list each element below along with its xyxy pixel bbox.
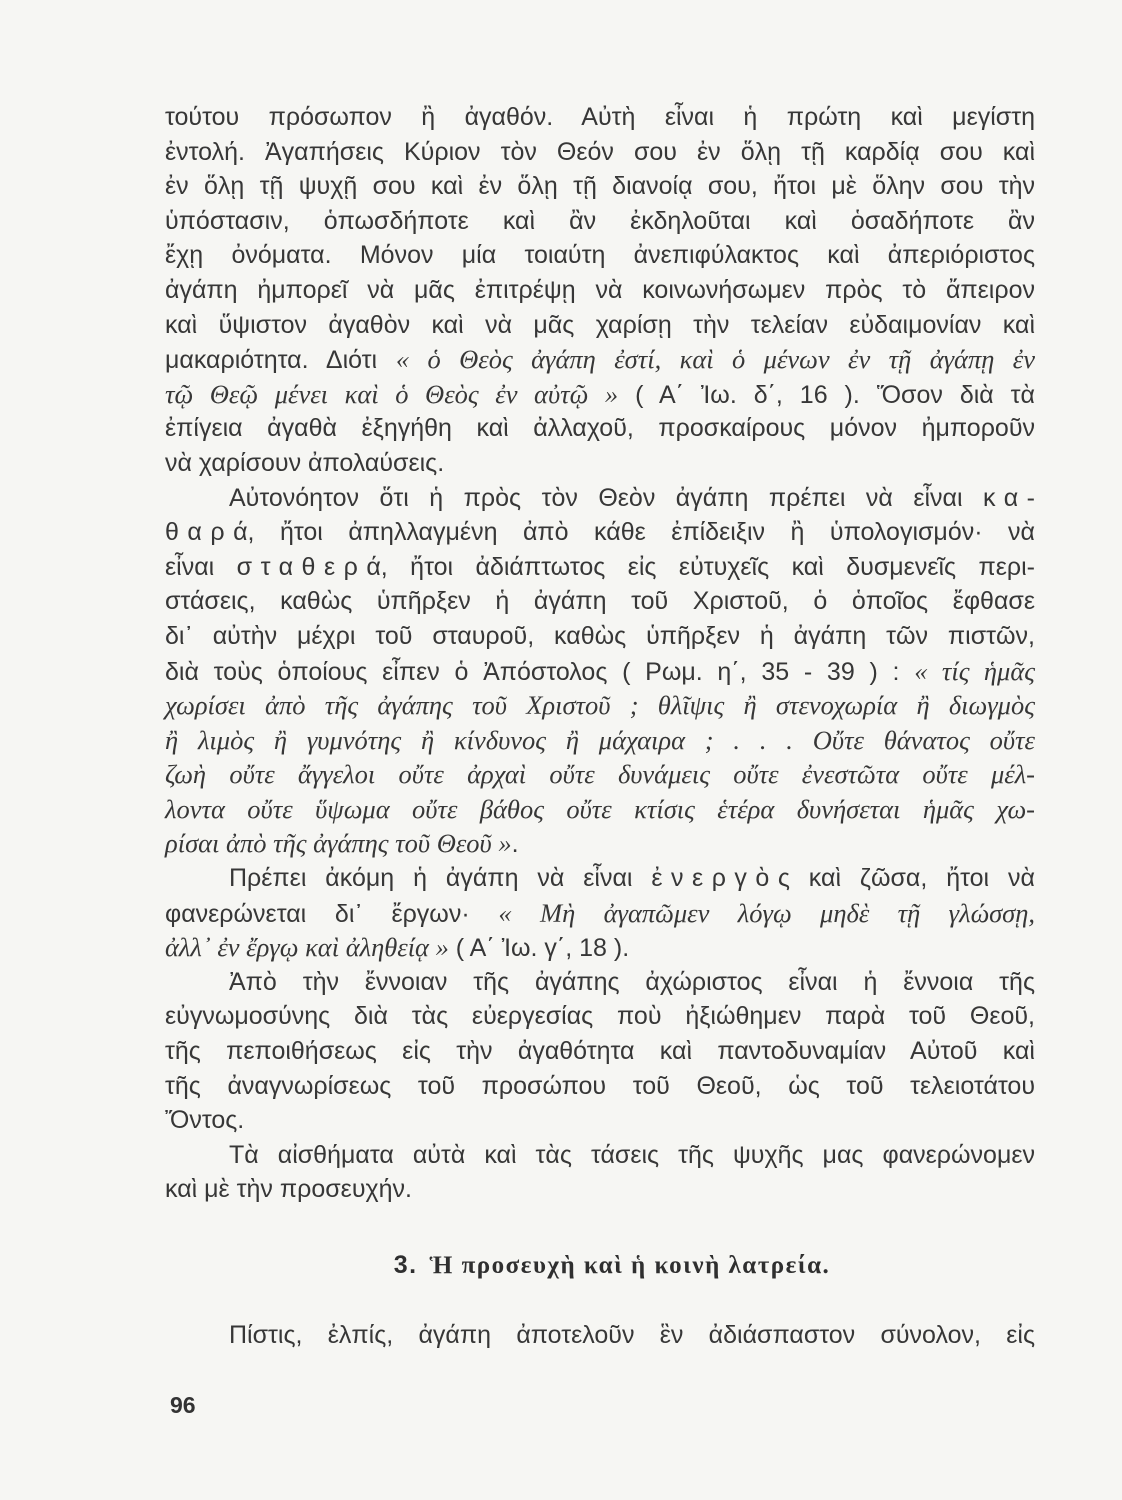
italic-quotation-text: ἀλλ᾽ ἐν ἔργῳ καὶ ἀληθείᾳ » bbox=[165, 932, 449, 963]
italic-quotation-text: « ὁ Θεὸς ἀγάπη ἐστί, καὶ ὁ μένων ἐν τῇ ἀγάπῃ ἐν bbox=[395, 344, 1035, 375]
page-number: 96 bbox=[170, 1392, 196, 1418]
text-line bbox=[165, 965, 1035, 1000]
text-line bbox=[165, 826, 1035, 861]
spaced-emphasis-text: κα- bbox=[983, 483, 1044, 512]
text-line bbox=[165, 999, 1035, 1034]
text-line bbox=[165, 308, 1035, 343]
line-content bbox=[165, 1037, 1035, 1065]
italic-quotation-text: « Μὴ ἀγαπῶμεν λόγῳ μηδὲ τῇ γλώσσῃ, bbox=[498, 897, 1035, 928]
line-content bbox=[165, 241, 1035, 269]
body-text: ἔχῃ ὀνόματα. Μόνον μία τοιαύτη ἀνεπιφύλακτος καὶ ἀπεριόριστος bbox=[165, 241, 1035, 270]
text-line bbox=[165, 1138, 1035, 1173]
body-text: καὶ μὲ τὴν προσευχήν. bbox=[165, 1175, 412, 1204]
spaced-emphasis-text: θαρά bbox=[165, 518, 257, 547]
paragraph bbox=[165, 861, 1035, 965]
body-text: ἐντολή. Ἀγαπήσεις Κύριον τὸν Θεόν σου ἐν ὅλῃ τῇ καρδίᾳ σου καὶ bbox=[165, 137, 1035, 166]
line-content bbox=[165, 553, 1035, 581]
text-line bbox=[165, 723, 1035, 758]
line-content bbox=[165, 622, 1035, 650]
body-text: Ἀπὸ τὴν ἔννοιαν τῆς ἀγάπης ἀχώριστος εἶναι ἡ ἔννοια τῆς bbox=[229, 967, 1035, 996]
spaced-emphasis-text: ἐνεργὸς bbox=[651, 864, 799, 893]
section-heading bbox=[165, 1248, 1035, 1284]
line-content bbox=[165, 378, 1035, 409]
line-content bbox=[165, 138, 1035, 166]
body-text: , ἤτοι ἀπηλλαγμένη ἀπὸ κάθε ἐπίδειξιν ἢ ὑπολογισμόν· νὰ bbox=[247, 518, 1035, 547]
line-content bbox=[165, 311, 1035, 339]
line-content bbox=[165, 897, 1035, 928]
text-line bbox=[165, 1069, 1035, 1104]
text-line bbox=[165, 446, 1035, 481]
body-text: νὰ χαρίσουν ἀπολαύσεις. bbox=[165, 448, 445, 477]
paragraph bbox=[165, 1318, 1035, 1353]
paragraph bbox=[165, 481, 1044, 862]
italic-quotation-text: ρίσαι ἀπὸ τῆς ἀγάπης τοῦ Θεοῦ » bbox=[165, 828, 512, 859]
line-content bbox=[165, 1002, 1035, 1030]
line-content bbox=[165, 1072, 1035, 1100]
text-line bbox=[165, 273, 1035, 308]
line-content bbox=[165, 934, 629, 962]
line-content bbox=[165, 793, 1035, 824]
line-content bbox=[165, 761, 1035, 789]
text-line bbox=[165, 342, 1035, 377]
line-content bbox=[165, 1175, 412, 1203]
body-text: τῆς ἀναγνωρίσεως τοῦ προσώπου τοῦ Θεοῦ, ὡς τοῦ τελειοτάτου bbox=[165, 1071, 1035, 1100]
line-content bbox=[229, 968, 1035, 996]
line-content bbox=[165, 449, 444, 477]
line-content bbox=[229, 1321, 1035, 1349]
line-content bbox=[165, 692, 1035, 720]
line-content bbox=[165, 1106, 244, 1134]
text-line bbox=[165, 1034, 1035, 1069]
spaced-emphasis-text: σταθερά bbox=[236, 552, 390, 581]
text-line bbox=[165, 1103, 1035, 1138]
text-line bbox=[165, 377, 1035, 412]
line-content bbox=[165, 724, 1035, 755]
italic-quotation-text: ἢ λιμὸς ἢ γυμνότης ἢ κίνδυνος ἢ μάχαιρα ; . . . Οὔτε θάνατος οὔτε bbox=[165, 724, 1035, 755]
page-text-block bbox=[165, 100, 1044, 1353]
text-line bbox=[165, 1318, 1035, 1353]
italic-quotation-text: λοντα οὔτε ὕψωμα οὔτε βάθος οὔτε κτίσις ἑτέρα δυνήσεται ἡμᾶς χω- bbox=[165, 793, 1035, 824]
body-text: Τὰ αἰσθήματα αὐτὰ καὶ τὰς τάσεις τῆς ψυχῆς μας φανερώνομεν bbox=[229, 1140, 1035, 1169]
line-content bbox=[165, 346, 1035, 374]
text-line bbox=[165, 550, 1035, 585]
text-line bbox=[165, 619, 1035, 654]
body-text: φανερώνεται δι᾽ ἔργων· bbox=[165, 899, 499, 928]
text-line bbox=[165, 135, 1035, 170]
body-text: εἶναι bbox=[165, 552, 237, 581]
body-text: ( Α΄ Ἰω. δ΄, 16 ). Ὅσον διὰ τὰ bbox=[618, 380, 1035, 409]
italic-quotation-text: χωρίσει ἀπὸ τῆς ἀγάπης τοῦ Χριστοῦ ; θλῖψις ἢ στενοχωρία ἢ διωγμὸς bbox=[165, 690, 1035, 721]
text-line bbox=[165, 238, 1035, 273]
text-line bbox=[165, 204, 1035, 239]
text-line bbox=[165, 861, 1035, 896]
text-line bbox=[165, 411, 1035, 446]
text-line bbox=[165, 584, 1035, 619]
text-line bbox=[165, 100, 1035, 135]
text-line bbox=[165, 654, 1035, 689]
italic-quotation-text: « τίς ἡμᾶς bbox=[914, 655, 1035, 686]
body-text: διὰ τοὺς ὁποίους εἶπεν ὁ Ἀπόστολος ( Ρωμ. η΄, 35 - 39 ) : bbox=[165, 657, 915, 686]
body-text: Ὄντος. bbox=[165, 1106, 245, 1135]
text-line bbox=[165, 757, 1035, 792]
text-line bbox=[165, 169, 1035, 204]
body-text: ἐν ὅλῃ τῇ ψυχῇ σου καὶ ἐν ὅλῃ τῇ διανοίᾳ σου, ἤτοι μὲ ὅλην σου τὴν bbox=[165, 172, 1035, 201]
body-text: ἀγάπη ἠμπορεῖ νὰ μᾶς ἐπιτρέψῃ νὰ κοινωνήσωμεν πρὸς τὸ ἄπειρον bbox=[165, 275, 1035, 304]
line-content bbox=[165, 103, 1035, 131]
body-text: ὑπόστασιν, ὁπωσδήποτε καὶ ἂν ἐκδηλοῦται καὶ ὁσαδήποτε ἂν bbox=[165, 206, 1035, 235]
text-line bbox=[165, 688, 1035, 723]
line-content bbox=[165, 518, 1035, 546]
body-text: Πρέπει ἀκόμη ἡ ἀγάπη νὰ εἶναι bbox=[229, 864, 652, 893]
body-text: , ἤτοι ἀδιάπτωτος εἰς εὐτυχεῖς καὶ δυσμενεῖς περι- bbox=[380, 552, 1035, 581]
body-text: καὶ ζῶσα, ἤτοι νὰ bbox=[789, 864, 1035, 893]
line-content bbox=[165, 587, 1035, 615]
line-content bbox=[229, 483, 1044, 512]
text-line bbox=[165, 930, 1035, 965]
line-content bbox=[165, 655, 1035, 686]
text-line bbox=[165, 515, 1035, 550]
line-content bbox=[229, 1141, 1035, 1169]
body-text: Αὐτονόητον ὅτι ἡ πρὸς τὸν Θεὸν ἀγάπη πρέπει νὰ εἶναι bbox=[229, 483, 984, 512]
body-text: τῆς πεποιθήσεως εἰς τὴν ἀγαθότητα καὶ παντοδυναμίαν Αὐτοῦ καὶ bbox=[165, 1037, 1035, 1066]
line-content bbox=[165, 830, 519, 858]
body-text: τούτου πρόσωπον ἢ ἀγαθόν. Αὐτὴ εἶναι ἡ πρώτη καὶ μεγίστη bbox=[165, 103, 1035, 131]
body-text: στάσεις, καθὼς ὑπῆρξεν ἡ ἀγάπη τοῦ Χριστοῦ, ὁ ὁποῖος ἔφθασε bbox=[165, 587, 1035, 616]
body-text: ἐπίγεια ἀγαθὰ ἐξηγήθη καὶ ἀλλαχοῦ, προσκαίρους μόνον ἠμποροῦν bbox=[165, 414, 1035, 443]
italic-quotation-text: τῷ Θεῷ μένει καὶ ὁ Θεὸς ἐν αὐτῷ » bbox=[165, 378, 619, 409]
paragraph bbox=[165, 965, 1035, 1138]
body-text: . bbox=[511, 830, 519, 859]
body-text: Πίστις, ἐλπίς, ἀγάπη ἀποτελοῦν ἓν ἀδιάσπαστον σύνολον, εἰς bbox=[229, 1321, 1035, 1350]
body-text: ( Α΄ Ἰω. γ΄, 18 ). bbox=[448, 934, 630, 963]
text-line bbox=[165, 1172, 1035, 1207]
line-content bbox=[165, 414, 1035, 442]
line-content bbox=[165, 172, 1035, 200]
italic-quotation-text: ζωὴ οὔτε ἄγγελοι οὔτε ἀρχαὶ οὔτε δυνάμεις οὔτε ἐνεστῶτα οὔτε μέλ- bbox=[165, 759, 1035, 790]
body-text: καὶ ὕψιστον ἀγαθὸν καὶ νὰ μᾶς χαρίσῃ τὴν τελείαν εὐδαιμονίαν καὶ bbox=[165, 310, 1035, 339]
section-title: Ἡ προσευχὴ καὶ ἡ κοινὴ λατρεία. bbox=[429, 1251, 831, 1279]
text-line bbox=[165, 792, 1035, 827]
line-content bbox=[165, 276, 1035, 304]
line-content bbox=[165, 207, 1035, 235]
body-text: μακαριότητα. Διότι bbox=[165, 346, 396, 375]
body-text: εὐγνωμοσύνης διὰ τὰς εὐεργεσίας ποὺ ἠξιώθημεν παρὰ τοῦ Θεοῦ, bbox=[165, 1002, 1035, 1031]
section-number: 3. bbox=[393, 1250, 418, 1279]
paragraph bbox=[165, 1138, 1035, 1207]
line-content bbox=[229, 864, 1035, 892]
text-line bbox=[165, 896, 1035, 931]
body-text: δι᾽ αὐτὴν μέχρι τοῦ σταυροῦ, καθὼς ὑπῆρξεν ἡ ἀγάπη τῶν πιστῶν, bbox=[165, 621, 1035, 650]
paragraph bbox=[165, 100, 1035, 481]
text-line bbox=[165, 481, 1044, 516]
